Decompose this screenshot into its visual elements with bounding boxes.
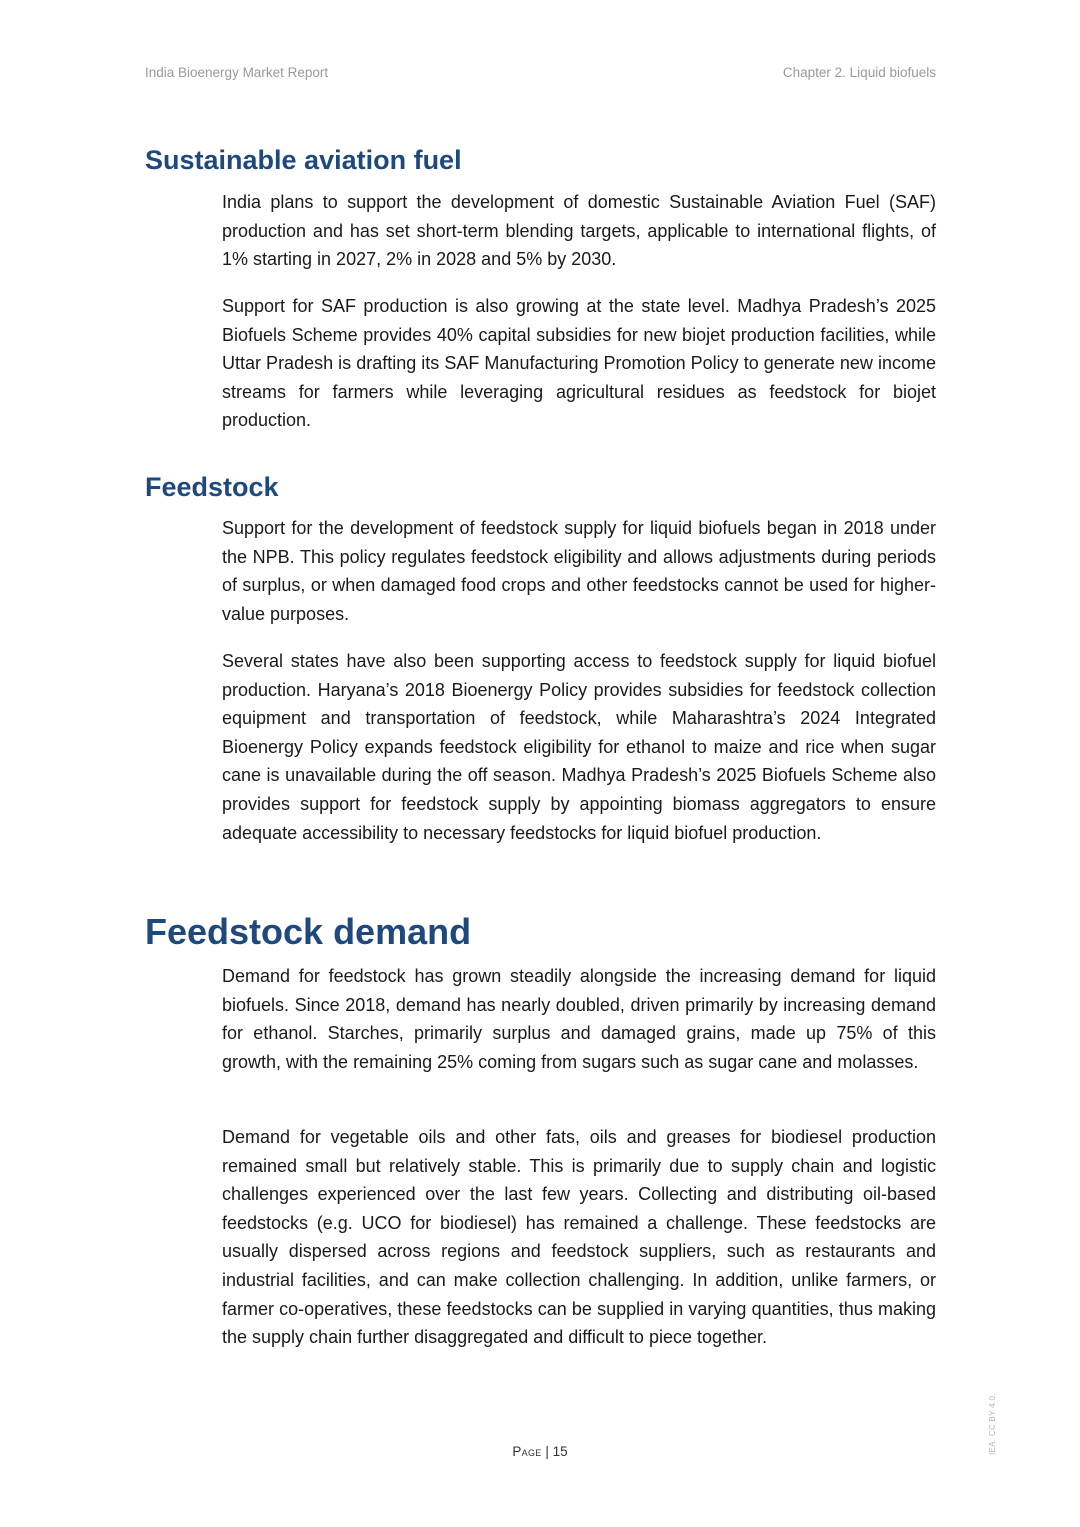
section-title-saf: Sustainable aviation fuel bbox=[145, 145, 462, 175]
page-separator: | bbox=[545, 1444, 549, 1459]
page-footer bbox=[0, 1444, 1080, 1459]
header-report-title: India Bioenergy Market Report bbox=[145, 65, 329, 80]
saf-paragraph-1: India plans to support the development of domestic Sustainable Aviation Fuel (SAF) production and has set short-term blending targets, applicable to international flights, of 1% starting in 2027, 2% in 2028 and 5% by 2030. bbox=[222, 192, 936, 270]
demand-paragraph-1: Demand for feedstock has grown steadily alongside the increasing demand for liquid biofuels. Since 2018, demand has nearly doubled, driven primarily by increasing demand for ethanol. Starches, primarily surplus and damaged grains, made up 75% of this growth, with the remaining 25% coming from sugars such as sugar cane and molasses. bbox=[222, 966, 936, 1072]
header-chapter-title: Chapter 2. Liquid biofuels bbox=[782, 65, 936, 80]
demand-paragraph-2: Demand for vegetable oils and other fats, oils and greases for biodiesel production remained small but relatively stable. This is primarily due to supply chain and logistic challenges experienced over the last few years. Collecting and distributing oil-based feedstocks (e.g. UCO for biodiesel) has remained a challenge. These feedstocks are usually dispersed across regions and feedstock suppliers, such as restaurants and industrial facilities, and can make collection challenging. In addition, unlike farmers, or farmer co-operatives, these feedstocks can be supplied in varying quantities, thus making the supply chain further disaggregated and difficult to piece together. bbox=[222, 1127, 936, 1348]
feedstock-paragraph-2: Several states have also been supporting access to feedstock supply for liquid biofuel production. Haryana’s 2018 Bioenergy Policy provides subsidies for feedstock collection equipment and transportation of feedstock, while Maharashtra’s 2024 Integrated Bioenergy Policy expands feedstock eligibility for ethanol to maize and rice when sugar cane is unavailable during the off season. Madhya Pradesh’s 2025 Biofuels Scheme also provides support for feedstock supply by appointing biomass aggregators to ensure adequate accessibility to necessary feedstocks for liquid biofuel production. bbox=[222, 651, 936, 843]
running-header bbox=[145, 65, 936, 80]
section-title-feedstock: Feedstock bbox=[145, 472, 279, 502]
page-number: 15 bbox=[552, 1444, 568, 1459]
saf-paragraph-2: Support for SAF production is also growing at the state level. Madhya Pradesh’s 2025 Biofuels Scheme provides 40% capital subsidies for new biojet production facilities, while Uttar Pradesh is drafting its SAF Manufacturing Promotion Policy to generate new income streams for farmers while leveraging agricultural residues as feedstock for biojet production. bbox=[222, 296, 936, 431]
section-title-feedstock-demand: Feedstock demand bbox=[145, 911, 472, 952]
page-label: Page bbox=[512, 1444, 542, 1459]
feedstock-paragraph-1: Support for the development of feedstock supply for liquid biofuels began in 2018 under the NPB. This policy regulates feedstock eligibility and allows adjustments during periods of surplus, or when damaged food crops and other feedstocks cannot be used for higher-value purposes. bbox=[222, 518, 936, 624]
license-notice: IEA. CC BY 4.0. bbox=[988, 1393, 997, 1455]
